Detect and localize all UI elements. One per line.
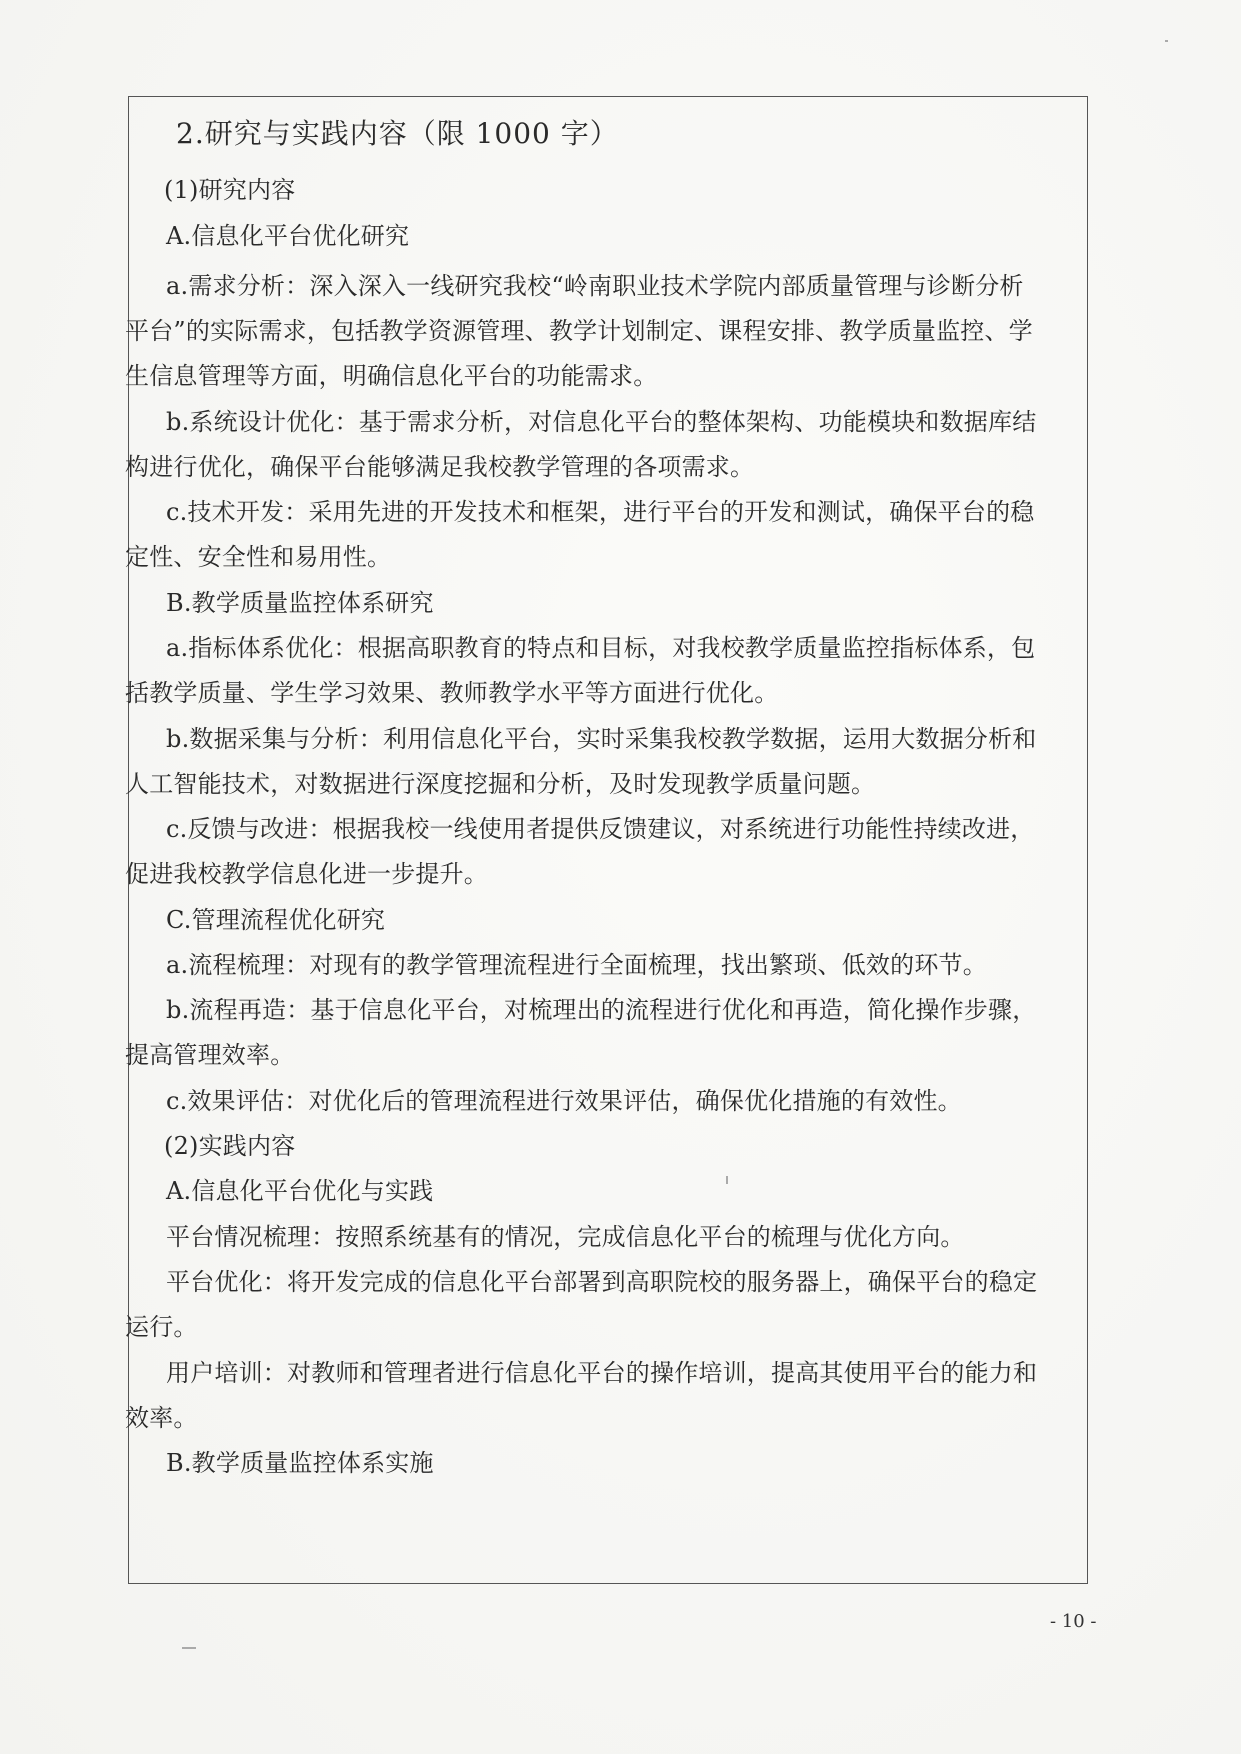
practice-heading: (2)实践内容: [164, 1132, 296, 1160]
practice-b-title: B.教学质量监控体系实施: [166, 1449, 434, 1477]
paragraph-line: b.流程再造：基于信息化平台，对梳理出的流程进行优化和再造，简化操作步骤，: [166, 996, 1037, 1024]
paragraph-line: a.指标体系优化：根据高职教育的特点和目标，对我校教学质量监控指标体系，包: [166, 634, 1036, 662]
research-c-title: C.管理流程优化研究: [166, 906, 386, 934]
paragraph-line: c.效果评估：对优化后的管理流程进行效果评估，确保优化措施的有效性。: [166, 1087, 962, 1115]
content-frame: [125, 96, 1088, 1584]
research-a-title: A.信息化平台优化研究: [166, 222, 410, 250]
paragraph-line: 平台优化：将开发完成的信息化平台部署到高职院校的服务器上，确保平台的稳定: [166, 1268, 1038, 1296]
research-heading: (1)研究内容: [164, 176, 296, 204]
paragraph-line: 平台”的实际需求，包括教学资源管理、教学计划制定、课程安排、教学质量监控、学: [125, 317, 1033, 345]
paragraph-line: 提高管理效率。: [125, 1041, 295, 1069]
paragraph-line: b.系统设计优化：基于需求分析，对信息化平台的整体架构、功能模块和数据库结: [166, 408, 1037, 436]
scan-speck: [1165, 40, 1168, 42]
page-number: - 10 -: [1050, 1611, 1097, 1632]
paragraph-line: c.技术开发：采用先进的开发技术和框架，进行平台的开发和测试，确保平台的稳: [166, 498, 1035, 526]
scan-speck: [182, 1647, 196, 1649]
paragraph-line: 用户培训：对教师和管理者进行信息化平台的操作培训，提高其使用平台的能力和: [166, 1359, 1038, 1387]
paragraph-line: a.流程梳理：对现有的教学管理流程进行全面梳理，找出繁琐、低效的环节。: [166, 951, 987, 979]
section-title: 2.研究与实践内容（限 1000 字）: [176, 117, 619, 150]
paragraph-line: 效率。: [125, 1404, 198, 1432]
paragraph-line: 括教学质量、学生学习效果、教师教学水平等方面进行优化。: [125, 679, 779, 707]
paragraph-line: 促进我校教学信息化进一步提升。: [125, 860, 488, 888]
paragraph-line: 定性、安全性和易用性。: [125, 543, 392, 571]
paragraph-line: 平台情况梳理：按照系统基有的情况，完成信息化平台的梳理与优化方向。: [166, 1223, 965, 1251]
paragraph-line: 构进行优化，确保平台能够满足我校教学管理的各项需求。: [125, 453, 755, 481]
paragraph-line: 运行。: [125, 1313, 198, 1341]
paragraph-line: b.数据采集与分析：利用信息化平台，实时采集我校教学数据，运用大数据分析和: [166, 725, 1037, 753]
paragraph-line: 生信息管理等方面，明确信息化平台的功能需求。: [125, 362, 658, 390]
paragraph-line: a.需求分析：深入深入一线研究我校“岭南职业技术学院内部质量管理与诊断分析: [166, 272, 1024, 300]
scan-speck: [726, 1176, 728, 1184]
paragraph-line: 人工智能技术，对数据进行深度挖掘和分析，及时发现教学质量问题。: [125, 770, 876, 798]
practice-a-title: A.信息化平台优化与实践: [166, 1177, 434, 1205]
paragraph-line: c.反馈与改进：根据我校一线使用者提供反馈建议，对系统进行功能性持续改进，: [166, 815, 1035, 843]
research-b-title: B.教学质量监控体系研究: [166, 589, 434, 617]
